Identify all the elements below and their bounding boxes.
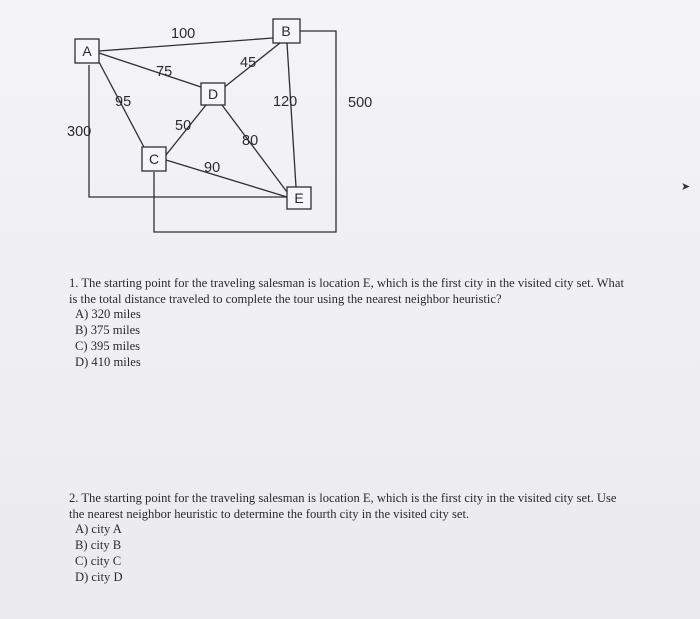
- question-2: [69, 491, 629, 585]
- question-1-option-c: C) 395 miles: [75, 338, 141, 353]
- weight-A-B: 100: [171, 26, 196, 42]
- question-1: [69, 276, 629, 370]
- node-label-B: B: [281, 23, 291, 39]
- weight-C-D: 50: [175, 118, 192, 134]
- weight-A-C: 95: [115, 94, 132, 110]
- question-2-options: [69, 522, 629, 585]
- edge-A-D: [99, 53, 201, 87]
- question-1-option-a: A) 320 miles: [75, 307, 141, 322]
- weight-B-C: 500: [348, 95, 373, 111]
- mouse-cursor-icon: ➤: [681, 180, 691, 193]
- edge-C-E: [166, 160, 287, 197]
- weight-B-E: 120: [273, 94, 298, 110]
- node-E: [287, 187, 311, 209]
- edge-B-E: [287, 43, 296, 187]
- question-1-options: [69, 307, 629, 370]
- question-1-option-b: B) 375 miles: [75, 322, 141, 337]
- weight-D-E: 80: [242, 133, 259, 149]
- node-A: [75, 39, 99, 63]
- node-label-E: E: [294, 190, 304, 206]
- network-diagram: [0, 0, 700, 260]
- question-2-option-b: B) city B: [75, 537, 122, 552]
- node-label-D: D: [207, 86, 219, 102]
- weight-A-D: 75: [156, 64, 173, 80]
- question-2-text: 2. The starting point for the traveling salesman is location E, which is the first city in the visited city set. Use the nearest neighbor heuristic to determine the fourth city in the visited city set.: [69, 491, 617, 521]
- weight-B-D: 45: [240, 55, 257, 71]
- node-label-A: A: [82, 43, 92, 59]
- node-B: [273, 19, 300, 43]
- node-D: [201, 83, 225, 105]
- question-2-option-a: A) city A: [75, 522, 122, 537]
- question-2-option-d: D) city D: [75, 569, 123, 584]
- node-C: [142, 147, 166, 171]
- weight-C-E: 90: [204, 160, 221, 176]
- weight-A-E: 300: [67, 124, 92, 140]
- question-1-option-d: D) 410 miles: [75, 354, 141, 369]
- question-2-option-c: C) city C: [75, 553, 122, 568]
- node-label-C: C: [148, 151, 160, 167]
- question-1-text: 1. The starting point for the traveling salesman is location E, which is the first city in the visited city set. What is the total distance traveled to complete the tour using the nearest neighbor heuristic?: [69, 276, 624, 306]
